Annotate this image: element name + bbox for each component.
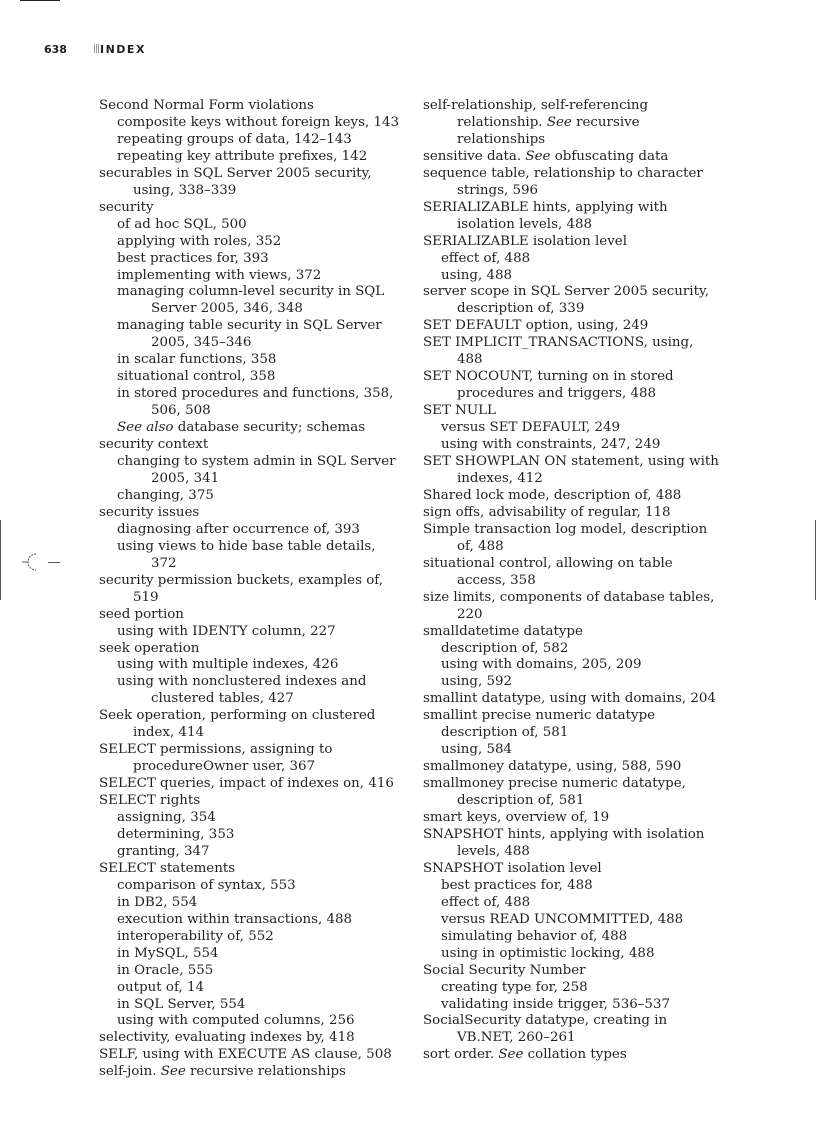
index-entry (99, 674, 405, 708)
index-entry (423, 657, 723, 674)
entry-text: SELECT rights (99, 793, 201, 809)
entry-text: using with nonclustered indexes and clustered tables, 427 (117, 674, 367, 707)
index-entry (99, 641, 405, 658)
index-column-left (99, 98, 405, 1081)
entry-text: effect of, 488 (441, 894, 531, 910)
entry-text: smart keys, overview of, 19 (423, 810, 610, 826)
see-reference: See (498, 1047, 524, 1063)
entry-text: using with constraints, 247, 249 (441, 437, 661, 453)
index-entry (99, 895, 405, 912)
section-title: INDEX (100, 43, 146, 56)
see-reference: See (160, 1064, 186, 1080)
entry-text: smallmoney precise numeric datatype, description of, 581 (423, 776, 686, 809)
index-entry (423, 590, 723, 624)
entry-text: of ad hoc SQL, 500 (117, 216, 247, 232)
entry-text: SET NULL (423, 403, 496, 419)
see-target: recursive relationships (457, 114, 640, 147)
entry-text: SERIALIZABLE hints, applying with isolation levels, 488 (423, 199, 668, 232)
entry-text: in scalar functions, 358 (117, 352, 277, 368)
index-entry (423, 437, 723, 454)
entry-text: sort order. (423, 1047, 499, 1063)
entry-text: applying with roles, 352 (117, 233, 282, 249)
index-entry (423, 725, 723, 742)
entry-text: composite keys without foreign keys, 143 (117, 114, 400, 130)
index-entry (99, 793, 405, 810)
see-reference: See (525, 148, 551, 164)
entry-text: SocialSecurity datatype, creating in VB.NET, 260–261 (423, 1013, 668, 1046)
index-entry (423, 522, 723, 556)
entry-text: comparison of syntax, 553 (117, 877, 296, 893)
index-entry (99, 1064, 405, 1081)
index-entry (423, 488, 723, 505)
entry-text: versus SET DEFAULT, 249 (441, 420, 621, 436)
index-entry (423, 454, 723, 488)
index-entry (423, 641, 723, 658)
entry-text: sensitive data. (423, 148, 526, 164)
index-entry (99, 166, 405, 200)
entry-text: security context (99, 437, 209, 453)
index-entry (99, 200, 405, 217)
index-entry (423, 691, 723, 708)
index-entry (423, 929, 723, 946)
crop-mark-left (0, 520, 1, 600)
entry-text: using in optimistic locking, 488 (441, 945, 655, 961)
page-number: 638 (44, 43, 67, 56)
index-entry (99, 708, 405, 742)
index-entry (99, 742, 405, 776)
entry-text: best practices for, 393 (117, 250, 269, 266)
index-entry (423, 98, 723, 149)
entry-text: description of, 581 (441, 725, 569, 741)
index-entry (423, 166, 723, 200)
index-entry (423, 997, 723, 1014)
index-entry (99, 505, 405, 522)
index-entry (99, 149, 405, 166)
index-entry (99, 827, 405, 844)
entry-text: sign offs, advisability of regular, 118 (423, 504, 671, 520)
index-entry (423, 810, 723, 827)
entry-text: in MySQL, 554 (117, 945, 219, 961)
entry-text: granting, 347 (117, 843, 210, 859)
entry-text: assigning, 354 (117, 810, 216, 826)
entry-text: repeating key attribute prefixes, 142 (117, 148, 368, 164)
index-entry (99, 98, 405, 115)
entry-text: smallmoney datatype, using, 588, 590 (423, 759, 682, 775)
see-target: recursive relationships (185, 1064, 346, 1080)
see-reference: See also (117, 420, 174, 436)
index-entry (99, 607, 405, 624)
entry-text: using views to hide base table details, 372 (117, 538, 376, 571)
entry-text: selectivity, evaluating indexes by, 418 (99, 1030, 355, 1046)
index-entry (99, 573, 405, 607)
index-entry (423, 708, 723, 725)
entry-text: execution within transactions, 488 (117, 911, 353, 927)
entry-text: changing to system admin in SQL Server 2005, 341 (117, 454, 396, 486)
entry-text: managing table security in SQL Server 2005, 345–346 (117, 318, 382, 351)
registration-mark-icon (22, 550, 42, 574)
entry-text: SET IMPLICIT_TRANSACTIONS, using, 488 (423, 335, 694, 368)
index-entry (99, 386, 405, 420)
entry-text: SNAPSHOT hints, applying with isolation levels, 488 (423, 826, 705, 859)
index-entry (423, 946, 723, 963)
entry-text: using with domains, 205, 209 (441, 657, 642, 673)
entry-text: SNAPSHOT isolation level (423, 860, 602, 876)
see-target: obfuscating data (550, 148, 669, 164)
entry-text: using with computed columns, 256 (117, 1013, 355, 1029)
entry-text: self-join. (99, 1064, 161, 1080)
entry-text: in SQL Server, 554 (117, 996, 246, 1012)
entry-text: sequence table, relationship to character strings, 596 (423, 165, 703, 198)
entry-text: smallint datatype, using with domains, 204 (423, 691, 716, 707)
entry-text: Second Normal Form violations (99, 98, 314, 113)
index-entry (99, 929, 405, 946)
entry-text: seed portion (99, 606, 184, 622)
entry-text: Seek operation, performing on clustered index, 414 (99, 708, 376, 741)
entry-text: changing, 375 (117, 487, 214, 503)
index-entry (423, 759, 723, 776)
index-entry (423, 284, 723, 318)
entry-text: description of, 582 (441, 640, 569, 656)
entry-text: best practices for, 488 (441, 877, 593, 893)
entry-text: in stored procedures and functions, 358, 506, 508 (117, 386, 394, 419)
index-entry (423, 556, 723, 590)
entry-text: SET NOCOUNT, turning on in stored procedures and triggers, 488 (423, 369, 674, 402)
entry-text: security (99, 199, 154, 215)
index-entry (423, 624, 723, 641)
index-entry (423, 980, 723, 997)
index-entry (99, 844, 405, 861)
index-entry (423, 318, 723, 335)
entry-text: securables in SQL Server 2005 security, using, 338–339 (99, 165, 372, 198)
entry-text: using, 488 (441, 267, 513, 283)
index-entry (99, 454, 405, 488)
index-entry (423, 1047, 723, 1064)
index-entry (99, 878, 405, 895)
entry-text: smalldatetime datatype (423, 623, 583, 639)
index-entry (99, 539, 405, 573)
index-entry (423, 234, 723, 251)
entry-text: situational control, 358 (117, 369, 276, 385)
index-entry (423, 742, 723, 759)
entry-text: versus READ UNCOMMITTED, 488 (441, 911, 684, 927)
index-entry (99, 318, 405, 352)
index-entry (99, 861, 405, 878)
index-entry (99, 776, 405, 793)
entry-text: security issues (99, 504, 200, 520)
index-entry (423, 200, 723, 234)
entry-text: Simple transaction log model, description of, 488 (423, 521, 708, 554)
index-entry (99, 352, 405, 369)
index-entry (99, 912, 405, 929)
index-entry (99, 997, 405, 1014)
entry-text: determining, 353 (117, 826, 235, 842)
index-column-right (423, 98, 723, 1064)
index-entry (99, 810, 405, 827)
index-entry (99, 980, 405, 997)
index-entry (423, 912, 723, 929)
index-entry (99, 420, 405, 437)
entry-text: simulating behavior of, 488 (441, 928, 628, 944)
entry-text: in Oracle, 555 (117, 962, 214, 978)
index-entry (99, 1013, 405, 1030)
index-entry (423, 674, 723, 691)
index-entry (423, 505, 723, 522)
index-entry (423, 776, 723, 810)
index-entry (99, 251, 405, 268)
entry-text: security permission buckets, examples of, 519 (99, 572, 384, 605)
entry-text: output of, 14 (117, 979, 204, 995)
index-entry (423, 878, 723, 895)
index-entry (423, 251, 723, 268)
entry-text: Social Security Number (423, 962, 586, 978)
entry-text: effect of, 488 (441, 250, 531, 266)
entry-text: using, 584 (441, 742, 513, 758)
index-entry (423, 895, 723, 912)
registration-tick (48, 562, 60, 563)
index-entry (423, 149, 723, 166)
index-entry (423, 268, 723, 285)
index-entry (423, 827, 723, 861)
index-entry (99, 132, 405, 149)
entry-text: SELF, using with EXECUTE AS clause, 508 (99, 1047, 392, 1063)
see-target: collation types (523, 1047, 627, 1063)
entry-text: SELECT queries, impact of indexes on, 416 (99, 776, 394, 792)
entry-text: interoperability of, 552 (117, 928, 274, 944)
entry-text: server scope in SQL Server 2005 security, description of, 339 (423, 284, 710, 317)
index-entry (99, 624, 405, 641)
entry-text: diagnosing after occurrence of, 393 (117, 521, 360, 537)
entry-text: validating inside trigger, 536–537 (441, 996, 670, 1012)
index-entry (99, 522, 405, 539)
entry-text: repeating groups of data, 142–143 (117, 131, 352, 147)
index-entry (423, 420, 723, 437)
index-entry (99, 268, 405, 285)
index-entry (99, 1030, 405, 1047)
entry-text: creating type for, 258 (441, 979, 588, 995)
entry-text: situational control, allowing on table access, 358 (423, 555, 673, 588)
entry-text: SELECT permissions, assigning to procedureOwner user, 367 (99, 742, 333, 775)
entry-text: seek operation (99, 640, 200, 656)
entry-text: using with multiple indexes, 426 (117, 657, 339, 673)
entry-text: using, 592 (441, 674, 513, 690)
index-entry (99, 234, 405, 251)
entry-text: smallint precise numeric datatype (423, 708, 656, 724)
index-entry (99, 115, 405, 132)
index-entry (423, 861, 723, 878)
entry-text: database security; schemas (173, 420, 366, 436)
index-entry (99, 437, 405, 454)
index-entry (423, 335, 723, 369)
entry-text: managing column-level security in SQL Server 2005, 346, 348 (117, 284, 385, 317)
entry-text: Shared lock mode, description of, 488 (423, 487, 682, 503)
entry-text: self-relationship, self-referencing relationship. (423, 98, 649, 130)
index-entry (99, 963, 405, 980)
entry-text: SELECT statements (99, 860, 236, 876)
entry-text: size limits, components of database tables, 220 (423, 589, 715, 622)
entry-text: using with IDENTY column, 227 (117, 623, 336, 639)
index-entry (99, 369, 405, 386)
index-entry (99, 946, 405, 963)
index-entry (423, 369, 723, 403)
entry-text: implementing with views, 372 (117, 267, 322, 283)
entry-text: SERIALIZABLE isolation level (423, 233, 627, 249)
index-entry (99, 657, 405, 674)
see-reference: See (546, 114, 572, 130)
index-entry (423, 1013, 723, 1047)
entry-text: in DB2, 554 (117, 894, 198, 910)
index-entry (99, 284, 405, 318)
index-entry (99, 488, 405, 505)
index-entry (99, 1047, 405, 1064)
entry-text: SET DEFAULT option, using, 249 (423, 318, 649, 334)
index-entry (423, 963, 723, 980)
index-entry (423, 403, 723, 420)
index-entry (99, 217, 405, 234)
entry-text: SET SHOWPLAN ON statement, using with indexes, 412 (423, 454, 719, 486)
top-rule (20, 0, 60, 1)
